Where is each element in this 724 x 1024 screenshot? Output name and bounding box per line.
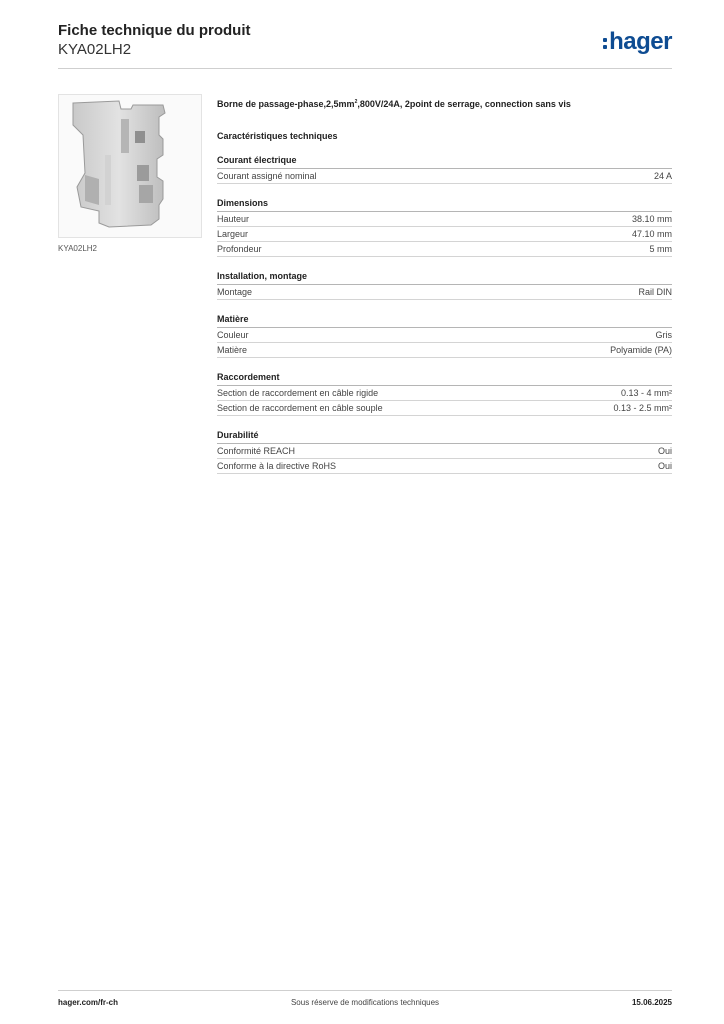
page-header bbox=[58, 22, 672, 59]
tech-characteristics-heading: Caractéristiques techniques bbox=[217, 131, 338, 141]
section-durability bbox=[217, 430, 672, 474]
footer-divider bbox=[58, 990, 672, 991]
section-title: Courant électrique bbox=[217, 155, 672, 169]
terminal-block-icon bbox=[59, 95, 201, 237]
section-connection bbox=[217, 372, 672, 416]
spec-row: Matière Polyamide (PA) bbox=[217, 343, 672, 358]
spec-content bbox=[217, 96, 672, 474]
spec-row: Conformité REACH Oui bbox=[217, 444, 672, 459]
logo-dots-icon bbox=[603, 38, 607, 49]
spec-row: Hauteur 38.10 mm bbox=[217, 212, 672, 227]
spec-row: Courant assigné nominal 24 A bbox=[217, 169, 672, 184]
section-title: Durabilité bbox=[217, 430, 672, 444]
section-title: Dimensions bbox=[217, 198, 672, 212]
spec-row: Largeur 47.10 mm bbox=[217, 227, 672, 242]
hager-logo[interactable] bbox=[603, 28, 672, 56]
product-image bbox=[58, 94, 202, 238]
section-material bbox=[217, 314, 672, 358]
section-installation bbox=[217, 271, 672, 300]
header-divider bbox=[58, 68, 672, 69]
spec-row: Couleur Gris bbox=[217, 328, 672, 343]
logo-text: hager bbox=[609, 28, 672, 55]
product-code: KYA02LH2 bbox=[58, 41, 132, 58]
image-caption: KYA02LH2 bbox=[58, 244, 97, 253]
section-electric-current bbox=[217, 155, 672, 184]
spec-row: Conforme à la directive RoHS Oui bbox=[217, 459, 672, 474]
section-title: Installation, montage bbox=[217, 271, 672, 285]
footer-date: 15.06.2025 bbox=[631, 998, 672, 1007]
footer-website-link[interactable]: hager.com/fr-ch bbox=[58, 998, 119, 1007]
section-title: Raccordement bbox=[217, 372, 672, 386]
spec-row: Montage Rail DIN bbox=[217, 285, 672, 300]
page-title: Fiche technique du produit bbox=[58, 22, 251, 39]
section-title: Matière bbox=[217, 314, 672, 328]
section-dimensions bbox=[217, 198, 672, 257]
product-description: Borne de passage-$phase,2,5mm^2,800V/24A$, 2point de serrage, connection sans vis bbox=[217, 99, 571, 109]
spec-row: Section de raccordement en câble souple 0.13 - 2.5 mm² bbox=[217, 401, 672, 416]
spec-row: Profondeur 5 mm bbox=[217, 242, 672, 257]
footer-notice: Sous réserve de modifications techniques bbox=[290, 998, 440, 1007]
spec-row: Section de raccordement en câble rigide 0.13 - 4 mm² bbox=[217, 386, 672, 401]
